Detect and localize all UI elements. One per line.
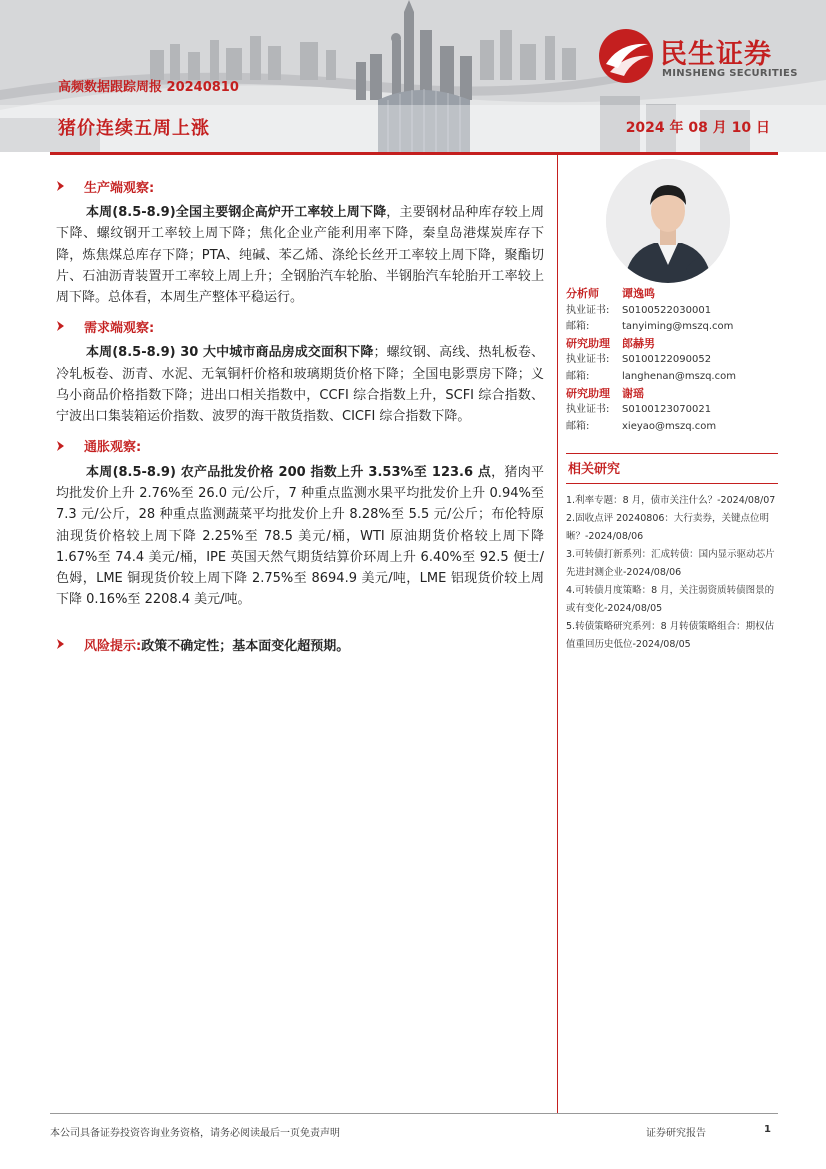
section-title-demand: 需求端观察: xyxy=(84,320,155,336)
cert-number: S0100122090052 xyxy=(622,354,712,366)
email-label: 邮箱: xyxy=(566,420,590,432)
column-divider xyxy=(557,155,558,1113)
email-label: 邮箱: xyxy=(566,321,590,333)
related-item[interactable]: 4.可转债月度策略：8 月，关注弱资质转债图景的或有变化-2024/08/05 xyxy=(566,585,775,614)
company-logo xyxy=(598,28,808,88)
page-title: 猪价连续五周上涨 xyxy=(58,118,210,139)
related-item[interactable]: 3.可转债打新系列：汇成转债：国内显示驱动芯片先进封测企业-2024/08/06 xyxy=(566,549,775,578)
section-header-demand xyxy=(56,315,544,337)
analyst-role: 研究助理 xyxy=(566,386,610,400)
chevron-right-icon xyxy=(56,320,66,332)
section-header-inflation xyxy=(56,435,544,457)
header-divider xyxy=(50,152,778,155)
paragraph-production xyxy=(56,202,544,308)
minsheng-logo-icon xyxy=(598,28,654,84)
paragraph-inflation xyxy=(56,462,544,611)
risk-text: 政策不确定性；基本面变化超预期。 xyxy=(141,638,350,654)
analyst-list xyxy=(566,286,778,435)
cert-number: S0100522030001 xyxy=(622,304,712,316)
analyst-card xyxy=(566,336,778,386)
related-research-list xyxy=(566,492,778,654)
email-label: 邮箱: xyxy=(566,370,590,382)
main-content xyxy=(56,175,544,654)
analyst-name: 谭逸鸣 xyxy=(622,287,655,300)
analyst-card xyxy=(566,386,778,436)
email-link[interactable]: langhenan@mszq.com xyxy=(622,370,736,382)
page-number: 1 xyxy=(764,1124,771,1135)
chevron-right-icon xyxy=(56,638,66,650)
footer-divider xyxy=(50,1113,778,1114)
paragraph-body: ，主要钢材品种库存较上周下降、螺纹钢开工率较上周下降；焦化企业产能利用率下降，秦皇岛港煤炭库存下降，炼焦煤总库存下降；PTA、纯碱、苯乙烯、涤纶长丝开工率较上周下降，聚酯切片、石油沥青装置开工率较上周上升；全钢胎汽车轮胎、半钢胎汽车轮胎开工率较上周下降。总体看，本周生产整体平稳运行。 xyxy=(56,205,544,306)
related-research-title: 相关研究 xyxy=(566,453,778,484)
paragraph-body: ，猪肉平均批发价上升 2.76%至 26.0 元/公斤，7 种重点监测水果平均批发价上升 0.94%至 7.3 元/公斤，28 种重点监测蔬菜平均批发价上升 8.28%至 5.5 元/公斤；布伦特原油现货价格较上周下降 2.25%至 78.5 美元/桶，WTI 原油期货价格较上周下降 1.67%至 74.4 美元/桶，IPE 英国天然气期货结算价环周上升 6.40%至 92.5 便士/ 色姆，LME 铜现货价较上周下降 2.75%至 8694.9 美元/吨，LME 铝现货价较上周下降 0.16%至 2208.4 美元/吨。 xyxy=(56,464,544,608)
related-item[interactable]: 5.转债策略研究系列：8 月转债策略组合：期权估值重回历史低位-2024/08/05 xyxy=(566,621,775,650)
section-title-inflation: 通胀观察: xyxy=(84,440,142,456)
chevron-right-icon xyxy=(56,180,66,192)
risk-warning xyxy=(56,635,544,654)
paragraph-lead: 本周(8.5-8.9)全国主要钢企高炉开工率较上周下降 xyxy=(86,205,387,220)
logo-text-cn: 民生证券 xyxy=(660,39,772,70)
related-item[interactable]: 2.固收点评 20240806：大行卖券，关键点位明晰？-2024/08/06 xyxy=(566,513,769,542)
footer-report-type: 证券研究报告 xyxy=(646,1128,706,1139)
analyst-photo xyxy=(606,159,730,283)
report-date: 2024 年 08 月 10 日 xyxy=(625,120,770,136)
section-header-production xyxy=(56,175,544,197)
email-link[interactable]: xieyao@mszq.com xyxy=(622,420,717,432)
analyst-role: 分析师 xyxy=(566,287,599,300)
footer-disclaimer: 本公司具备证券投资咨询业务资格，请务必阅读最后一页免责声明 xyxy=(50,1128,340,1139)
analyst-portrait-image xyxy=(606,159,730,283)
report-type: 高频数据跟踪周报 20240810 xyxy=(58,80,239,95)
section-title-production: 生产端观察: xyxy=(84,180,155,196)
logo-text-en: MINSHENG SECURITIES xyxy=(662,68,798,79)
chevron-right-icon xyxy=(56,440,66,452)
paragraph-body: ；螺纹钢、高线、热轧板卷、冷轧板卷、沥青、水泥、无氧铜杆价格和玻璃期货价格下降；全国电影票房下降；义乌小商品价格指数下降；进出口相关指数中，CCFI 综合指数上升，SCFI 综合指数、宁波出口集装箱运价指数、波罗的海干散货指数、CICFI 综合指数下降。 xyxy=(56,345,544,425)
paragraph-lead: 本周(8.5-8.9) 30 大中城市商品房成交面积下降 xyxy=(86,345,374,361)
paragraph-lead: 本周(8.5-8.9) 农产品批发价格 200 指数上升 3.53%至 123.6 点 xyxy=(86,464,492,480)
analyst-role: 研究助理 xyxy=(566,336,610,350)
risk-label: 风险提示: xyxy=(84,638,142,654)
cert-label: 执业证书: xyxy=(566,304,610,316)
related-item[interactable]: 1.利率专题：8 月，债市关注什么？-2024/08/07 xyxy=(566,495,776,506)
email-link[interactable]: tanyiming@mszq.com xyxy=(622,321,734,333)
analyst-name: 谢瑶 xyxy=(622,386,644,400)
paragraph-demand xyxy=(56,342,544,427)
cert-number: S0100123070021 xyxy=(622,404,712,416)
analyst-card xyxy=(566,286,778,336)
cert-label: 执业证书: xyxy=(566,404,610,416)
header-banner xyxy=(0,0,826,152)
cert-label: 执业证书: xyxy=(566,354,610,366)
related-research xyxy=(566,453,778,654)
analyst-name: 郎赫男 xyxy=(622,336,655,350)
